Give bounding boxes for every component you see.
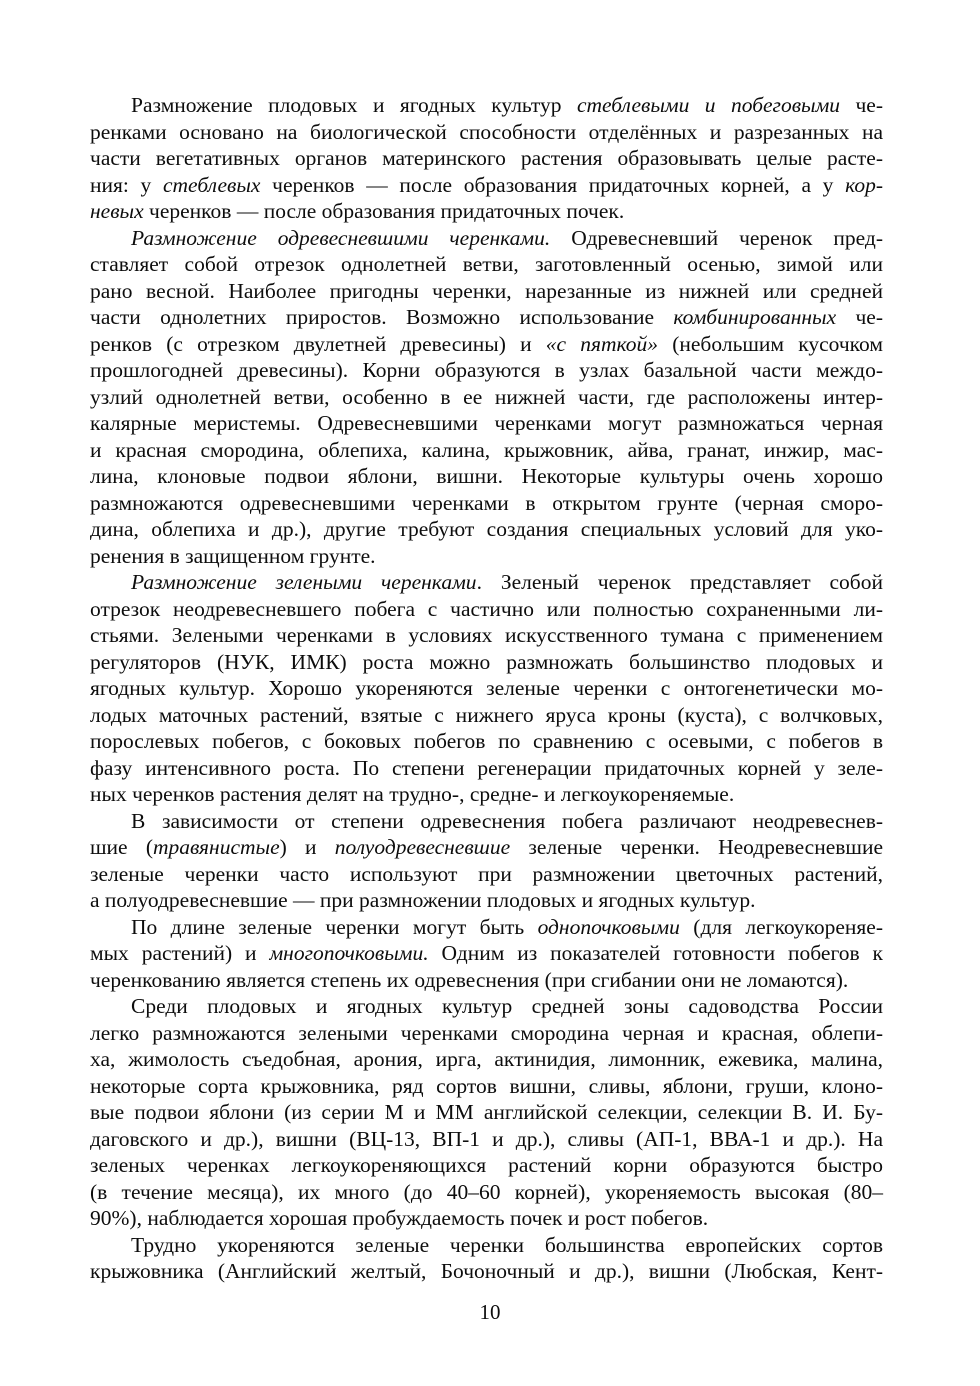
text-line xyxy=(90,702,883,729)
text-run: ных черенков растения делят на трудно-, средне- и легкоукореняемые. xyxy=(90,782,735,806)
italic-text-run: невых xyxy=(90,199,144,223)
text-line xyxy=(90,755,883,782)
text-run: ренками основано на биологической способности отделённых и разрезанных на xyxy=(90,119,883,144)
text-run: черенкованию является степень их одревеснения (при сгибании они не ломаются). xyxy=(90,967,849,992)
text-run: ренков (с отрезком двулетней древесины) и xyxy=(90,331,546,356)
text-line xyxy=(90,357,883,384)
text-run: че- xyxy=(836,305,883,329)
text-run: . Зеленый черенок представляет собой xyxy=(476,570,883,594)
text-run: 90%), наблюдается хорошая пробуждаемость почек и рост побегов. xyxy=(90,1206,709,1230)
text-line xyxy=(90,516,883,543)
text-run: крыжовника (Английский желтый, Бочоночный и др.), вишни (Любская, Кент- xyxy=(90,1259,883,1283)
text-line xyxy=(90,1258,883,1285)
text-run: части вегетативных органов материнского растения образовывать целые расте- xyxy=(90,146,883,170)
italic-text-run: Размножение одревесневшими черенками. xyxy=(131,225,551,250)
text-run: даговского и др.), вишни (ВЦ-13, ВП-1 и др.), сливы (АП-1, ВВА-1 и др.). На xyxy=(90,1126,883,1151)
text-run: ренения в защищенном грунте. xyxy=(90,543,376,568)
text-line xyxy=(90,251,883,278)
text-line xyxy=(90,1232,883,1259)
text-line xyxy=(90,914,883,941)
text-line xyxy=(90,145,883,172)
text-run: легко размножаются зелеными черенками смородина черная и красная, облепи- xyxy=(90,1020,883,1045)
text-line xyxy=(90,1126,883,1153)
text-line xyxy=(90,304,883,331)
text-run: узлий однолетней ветви, особенно в ее нижней части, где расположены интер- xyxy=(90,384,883,409)
text-line xyxy=(90,596,883,623)
text-line xyxy=(90,278,883,305)
text-run: шие ( xyxy=(90,835,153,859)
text-line xyxy=(90,1073,883,1100)
italic-text-run: кор- xyxy=(845,172,883,197)
text-run: Одревесневший черенок пред- xyxy=(550,225,883,250)
text-run: прошлогодней древесины). Корни образуются в узлах базальной части междо- xyxy=(90,358,883,382)
italic-text-run: травянистые xyxy=(152,835,280,859)
text-run: и красная смородина, облепиха, калина, крыжовник, айва, гранат, инжир, мас- xyxy=(90,437,883,462)
text-run: По длине зеленые черенки могут быть xyxy=(131,914,538,939)
text-line xyxy=(90,198,883,225)
paragraph xyxy=(90,1232,883,1285)
text-line xyxy=(90,1099,883,1126)
text-line xyxy=(90,1179,883,1206)
text-run: стьями. Зелеными черенками в условиях искусственного тумана с применением xyxy=(90,623,883,647)
text-line xyxy=(90,781,883,808)
paragraph xyxy=(90,92,883,225)
text-line xyxy=(90,172,883,199)
text-run: черенков — после образования придаточных корней, а у xyxy=(260,172,846,197)
text-run: (для легкоукореняе- xyxy=(679,914,883,939)
text-line xyxy=(90,887,883,914)
text-run: В зависимости от степени одревеснения побега различают неодревеснев- xyxy=(131,808,883,833)
italic-text-run: полуодревесневшие xyxy=(334,835,511,859)
text-run: ставляет собой отрезок однолетней ветви, заготовленный осенью, зимой или xyxy=(90,252,883,276)
text-line xyxy=(90,463,883,490)
text-line xyxy=(90,728,883,755)
italic-text-run: Размножение зелеными черенками xyxy=(131,570,477,594)
text-run: зеленые черенки. Неодревесневшие xyxy=(510,835,883,859)
text-run: ) и xyxy=(279,835,335,859)
paragraph xyxy=(90,225,883,570)
text-line xyxy=(90,861,883,888)
text-line xyxy=(90,834,883,861)
text-line xyxy=(90,437,883,464)
paragraph xyxy=(90,993,883,1232)
italic-text-run: многопочковыми. xyxy=(269,941,429,965)
text-run: порослевых побегов, с боковых побегов по сравнению с осевыми, с побегов в xyxy=(90,729,883,753)
text-block xyxy=(90,92,883,1285)
text-line xyxy=(90,119,883,146)
italic-text-run: стеблевыми и побеговыми xyxy=(576,93,841,117)
text-run: черенков — после образования придаточных почек. xyxy=(143,199,625,223)
text-line xyxy=(90,940,883,967)
text-run: дина, облепиха и др.), другие требуют создания специальных условий для уко- xyxy=(90,517,883,541)
italic-text-run: «с пяткой» xyxy=(545,331,659,356)
paragraph xyxy=(90,914,883,994)
italic-text-run: комбинированных xyxy=(673,305,837,329)
paragraph xyxy=(90,808,883,914)
text-run: ния: у xyxy=(90,172,163,197)
text-line xyxy=(90,808,883,835)
text-run: фазу интенсивного роста. По степени регенерации придаточных корней у зеле- xyxy=(90,755,883,780)
text-run: лодых маточных растений, взятые с нижнего яруса кроны (куста), с волчковых, xyxy=(90,702,883,727)
text-line xyxy=(90,649,883,676)
text-run: Трудно укореняются зеленые черенки большинства европейских сортов xyxy=(131,1232,883,1257)
text-run: вые подвои яблони (из серии М и ММ английской селекции, селекции В. И. Бу- xyxy=(90,1100,883,1124)
text-run: калярные меристемы. Одревесневшими черенками могут размножаться черная xyxy=(90,411,883,435)
text-run: Одним из показателей готовности побегов к xyxy=(428,941,883,965)
text-line xyxy=(90,569,883,596)
text-run: некоторые сорта крыжовника, ряд сортов вишни, сливы, яблони, груши, клоно- xyxy=(90,1073,883,1098)
text-run: (небольшим кусочком xyxy=(658,331,883,356)
text-line xyxy=(90,1020,883,1047)
text-run: отрезок неодревесневшего побега с частично или полностью сохраненными ли- xyxy=(90,596,883,621)
text-line xyxy=(90,543,883,570)
text-run: мых растений) и xyxy=(90,941,270,965)
text-line xyxy=(90,1152,883,1179)
text-line xyxy=(90,490,883,517)
text-run: размножаются одревесневшими черенками в открытом грунте (черная сморо- xyxy=(90,490,883,515)
text-run: зеленых черенках легкоукореняющихся растений корни образуются быстро xyxy=(90,1153,883,1177)
text-run: Размножение плодовых и ягодных культур xyxy=(131,93,577,117)
text-line xyxy=(90,622,883,649)
paragraph xyxy=(90,569,883,808)
text-line xyxy=(90,1046,883,1073)
text-line xyxy=(90,1205,883,1232)
text-line xyxy=(90,410,883,437)
text-line xyxy=(90,225,883,252)
text-run: а полуодревесневшие — при размножении плодовых и ягодных культур. xyxy=(90,888,756,912)
text-line xyxy=(90,675,883,702)
text-line xyxy=(90,384,883,411)
text-run: ха, жимолость съедобная, арония, ирга, актинидия, лимонник, ежевика, малина, xyxy=(90,1047,883,1071)
text-run: че- xyxy=(840,93,884,117)
text-run: ягодных культур. Хорошо укореняются зеленые черенки с онтогенетически мо- xyxy=(90,676,883,700)
text-line xyxy=(90,993,883,1020)
text-run: части однолетних приростов. Возможно использование xyxy=(90,305,674,329)
text-line xyxy=(90,92,883,119)
text-run: Среди плодовых и ягодных культур средней зоны садоводства России xyxy=(131,994,883,1018)
text-run: (в течение месяца), их много (до 40–60 корней), укореняемость высокая (80– xyxy=(90,1179,883,1204)
page-number: 10 xyxy=(479,1300,501,1324)
text-line xyxy=(90,331,883,358)
text-run: рано весной. Наиболее пригодны черенки, нарезанные из нижней или средней xyxy=(90,278,883,303)
text-run: регуляторов (НУК, ИМК) роста можно размножать большинство плодовых и xyxy=(90,649,883,674)
text-run: зеленые черенки часто используют при размножении цветочных растений, xyxy=(90,861,883,886)
italic-text-run: стеблевых xyxy=(162,172,261,197)
text-line xyxy=(90,967,883,994)
text-run: лина, клоновые подвои яблони, вишни. Некоторые культуры очень хорошо xyxy=(90,464,883,488)
italic-text-run: однопочковыми xyxy=(537,914,680,939)
